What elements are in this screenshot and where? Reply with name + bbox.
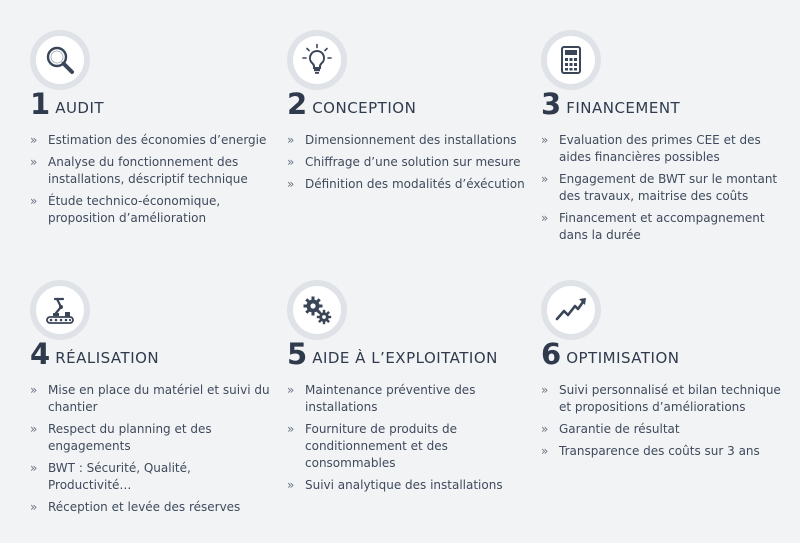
- step-number: 2: [287, 87, 308, 121]
- step-title: OPTIMISATION: [566, 349, 680, 367]
- list-item: » Financement et accompagnement dans la durée: [541, 211, 765, 242]
- step-number: 5: [287, 337, 308, 371]
- list-item: » Estimation des économies d’energie: [30, 133, 267, 147]
- list-item: » Evaluation des primes CEE et des aides financières possibles: [541, 133, 761, 164]
- step-title: RÉALISATION: [55, 349, 160, 367]
- step-heading: [287, 337, 498, 371]
- icon-circle: [287, 280, 347, 340]
- step-items: [30, 382, 270, 521]
- list-item: » Réception et levée des réserves: [30, 500, 241, 514]
- list-item: » BWT : Sécurité, Qualité, Productivité…: [30, 461, 191, 492]
- step-title: AUDIT: [55, 99, 105, 117]
- step-items: [30, 132, 270, 232]
- list-item: » Chiffrage d’une solution sur mesure: [287, 155, 521, 169]
- step-number: 1: [30, 87, 51, 121]
- list-item: » Maintenance préventive des installations: [287, 383, 476, 414]
- list-item: » Suivi analytique des installations: [287, 478, 503, 492]
- calculator-icon: [553, 42, 589, 78]
- step-items: [287, 132, 527, 198]
- lightbulb-icon: [299, 42, 335, 78]
- step-heading: [30, 337, 160, 371]
- step-title: CONCEPTION: [312, 99, 417, 117]
- gears-icon: [299, 292, 335, 328]
- rising-chart-icon: [553, 292, 589, 328]
- step-items: [541, 382, 781, 465]
- icon-circle: [541, 280, 601, 340]
- list-item: » Dimensionnement des installations: [287, 133, 517, 147]
- list-item: » Garantie de résultat: [541, 422, 680, 436]
- icon-circle: [541, 30, 601, 90]
- step-number: 4: [30, 337, 51, 371]
- magnifier-icon: [42, 42, 78, 78]
- icon-circle: [30, 280, 90, 340]
- step-heading: [30, 87, 105, 121]
- list-item: » Mise en place du matériel et suivi du chantier: [30, 383, 270, 414]
- step-items: [541, 132, 781, 249]
- list-item: » Suivi personnalisé et bilan technique et propositions d’améliorations: [541, 383, 781, 414]
- step-items: [287, 382, 527, 499]
- step-heading: [287, 87, 417, 121]
- robot-arm-conveyor-icon: [42, 292, 78, 328]
- list-item: » Transparence des coûts sur 3 ans: [541, 444, 760, 458]
- step-title: FINANCEMENT: [566, 99, 681, 117]
- icon-circle: [30, 30, 90, 90]
- step-number: 3: [541, 87, 562, 121]
- step-number: 6: [541, 337, 562, 371]
- list-item: » Analyse du fonctionnement des installations, déscriptif technique: [30, 155, 248, 186]
- step-heading: [541, 337, 680, 371]
- icon-circle: [287, 30, 347, 90]
- list-item: » Définition des modalités d’éxécution: [287, 177, 525, 191]
- list-item: » Étude technico-économique, proposition d’amélioration: [30, 194, 221, 225]
- step-heading: [541, 87, 681, 121]
- step-title: AIDE À L’EXPLOITATION: [312, 349, 498, 367]
- list-item: » Fourniture de produits de conditionnement et des consommables: [287, 422, 458, 470]
- list-item: » Engagement de BWT sur le montant des travaux, maitrise des coûts: [541, 172, 778, 203]
- list-item: » Respect du planning et des engagements: [30, 422, 212, 453]
